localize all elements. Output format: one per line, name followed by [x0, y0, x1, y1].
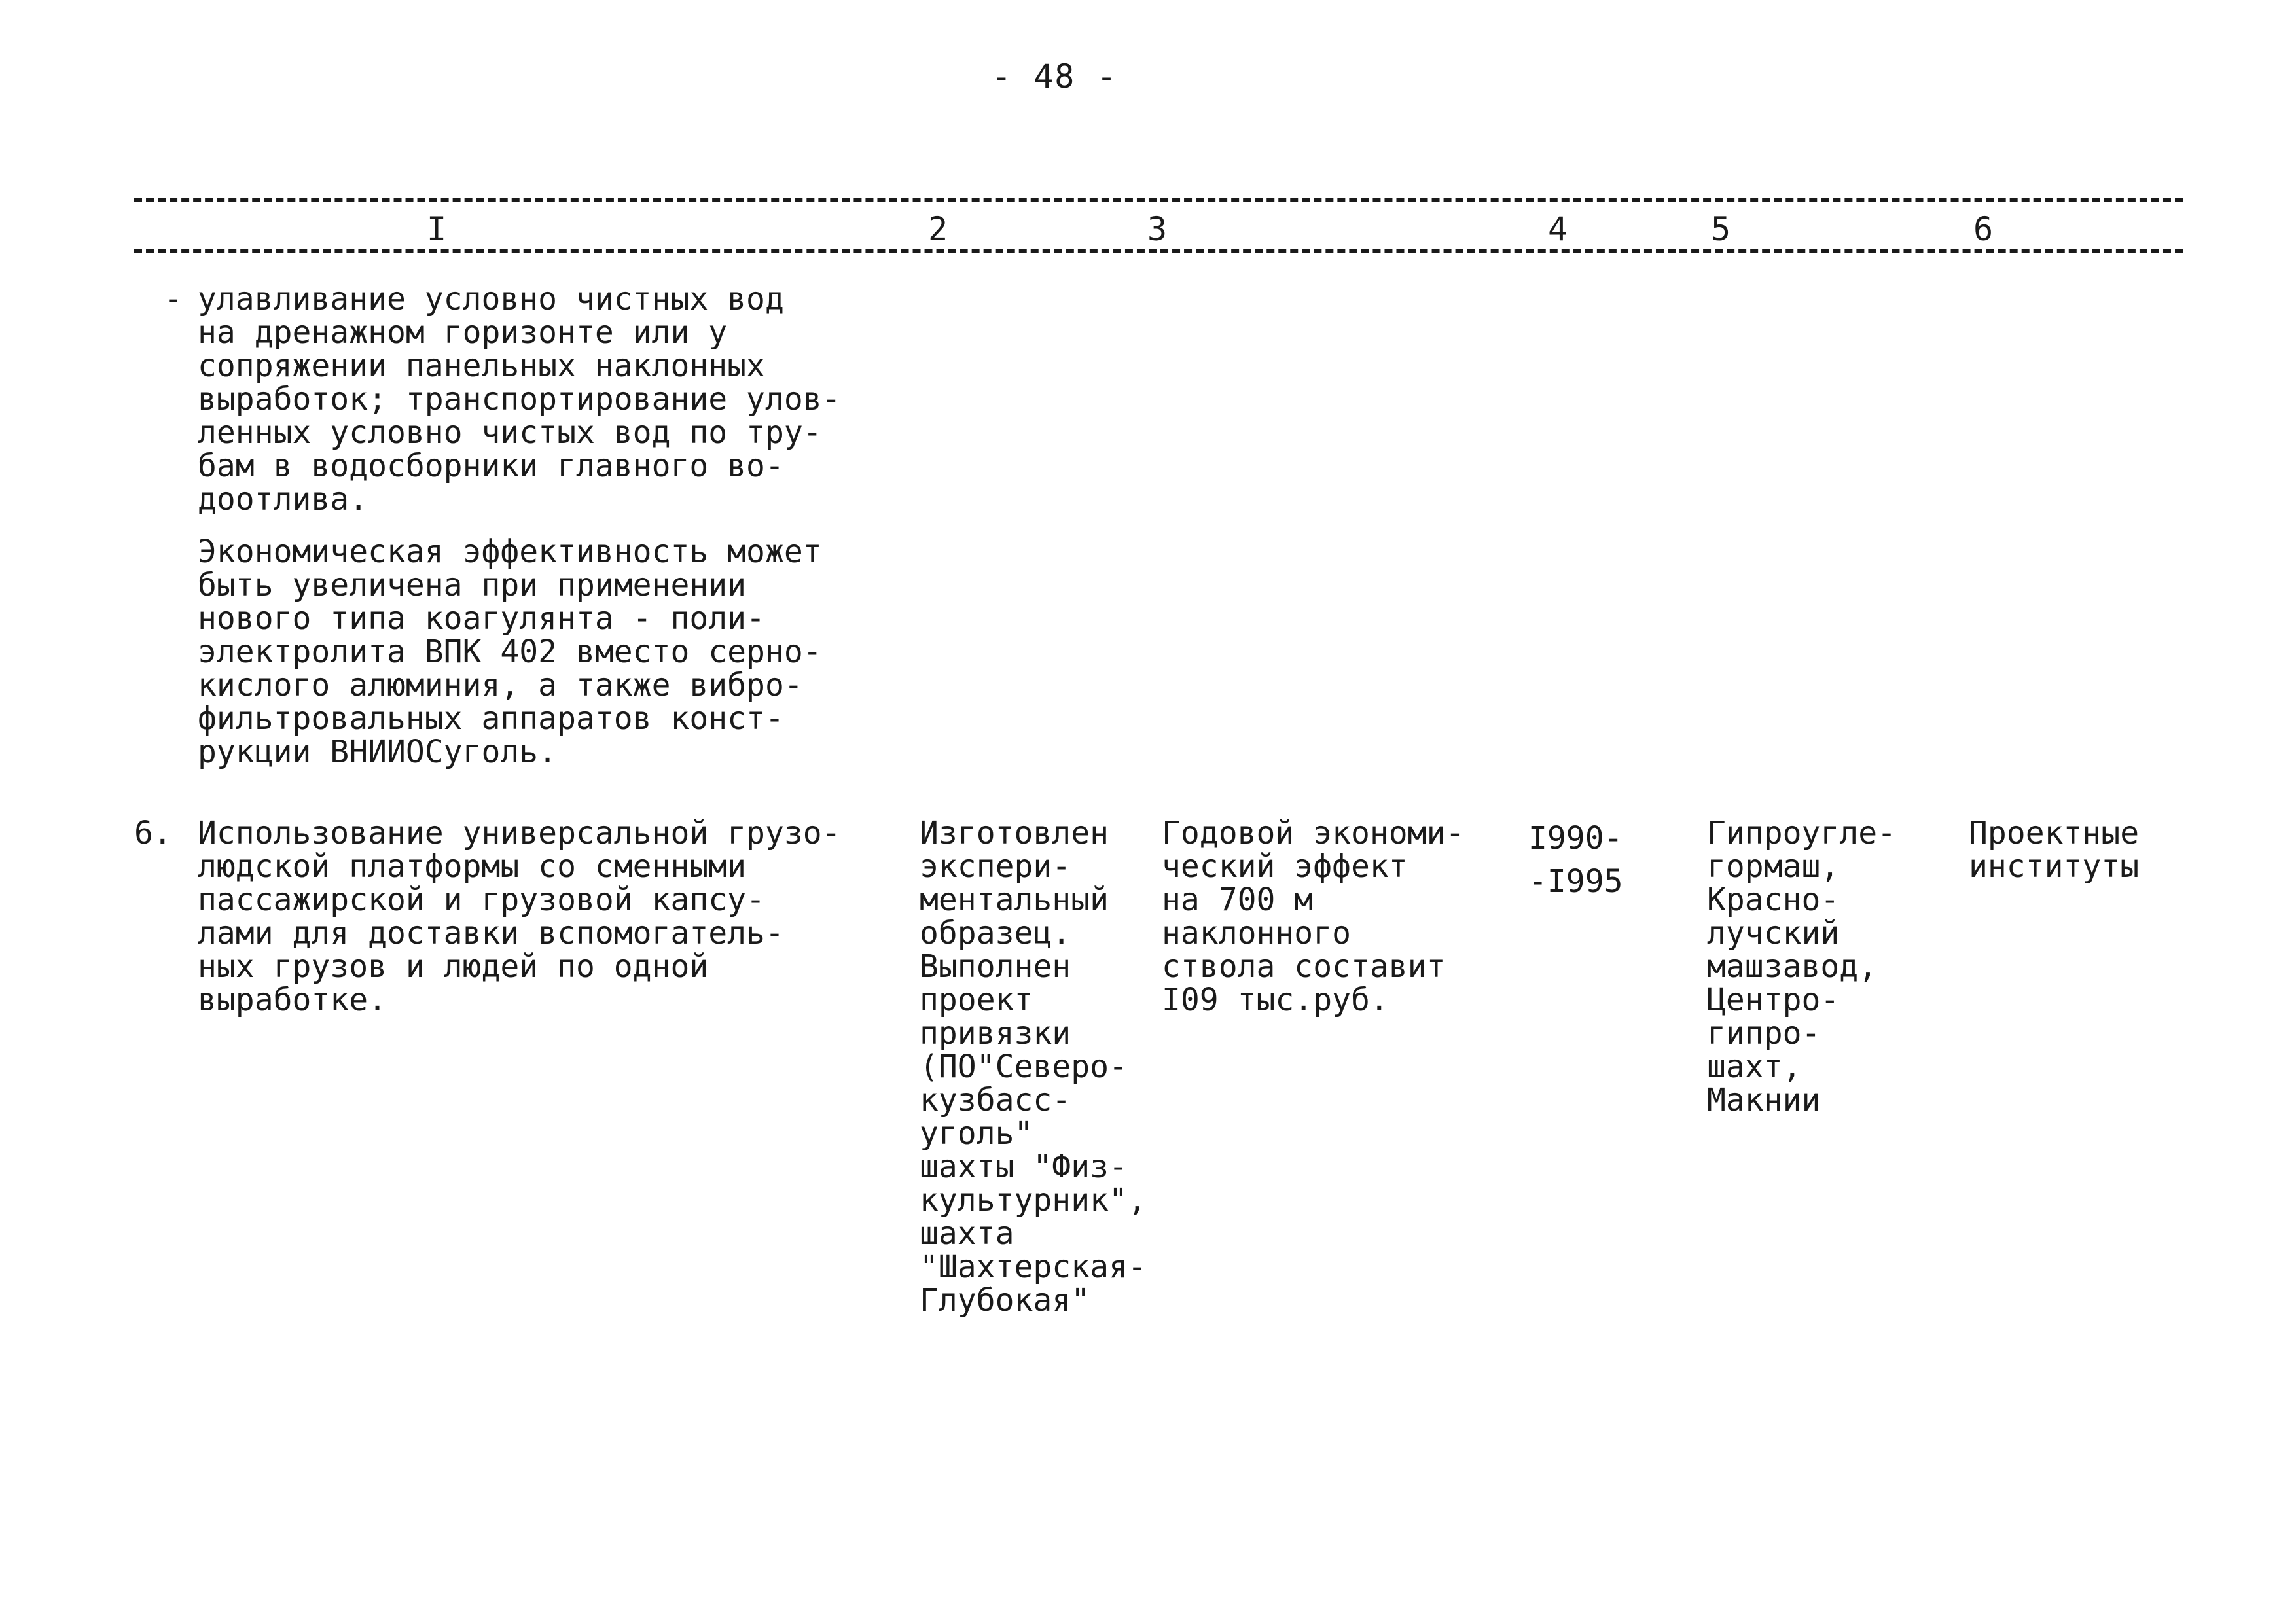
column-number-1: I — [427, 210, 447, 248]
row-executors: Гипроугле- гормаш, Красно- лучский машзавод, Центро- гипро- шахт, Макнии — [1707, 815, 1896, 1118]
column-number-3: 3 — [1147, 210, 1168, 248]
column-number-4: 4 — [1548, 210, 1568, 248]
row-measure: Использование универсальной грузо- людской платформы со сменными пассажирской и грузовой капсу- лами для доставки вспомогатель- ных грузов и людей по одной выработке. — [198, 815, 841, 1018]
continuation-bullet-text: улавливание условно чистных вод на дренажном горизонте или у сопряжении панельных наклонных выработок; транспортирование улов- ленных условно чистых вод по тру- бам в водосборники главного во- доотлива. — [198, 281, 841, 518]
row-effect: Годовой экономи- ческий эффект на 700 м наклонного ствола составит I09 тыс.руб. — [1162, 815, 1465, 1018]
header-rule-bottom — [134, 249, 2183, 253]
continuation-bullet: - — [164, 281, 183, 317]
column-number-6: 6 — [1973, 210, 1994, 248]
header-rule-top — [134, 198, 2183, 202]
continuation-note: Экономическая эффективность может быть увеличена при применении нового типа коагулянта - поли- электролита ВПК 402 вместо серно- кислого алюминия, а также вибро- фильтровальных аппаратов конст- рукции ВНИИОСуголь. — [198, 533, 822, 770]
row-responsible: Проектные институты — [1969, 815, 2140, 885]
page-number: - 48 - — [992, 58, 1118, 96]
row-status: Изготовлен экспери- ментальный образец. Выполнен проект привязки (ПО"Северо- кузбасс- уголь" шахты "Физ- культурник", шахта "Шахтерская- Глубокая" — [920, 815, 1147, 1319]
column-number-5: 5 — [1711, 210, 1731, 248]
column-number-2: 2 — [928, 210, 948, 248]
row-number: 6. — [134, 815, 172, 851]
row-years: I990- -I995 — [1528, 820, 1623, 900]
